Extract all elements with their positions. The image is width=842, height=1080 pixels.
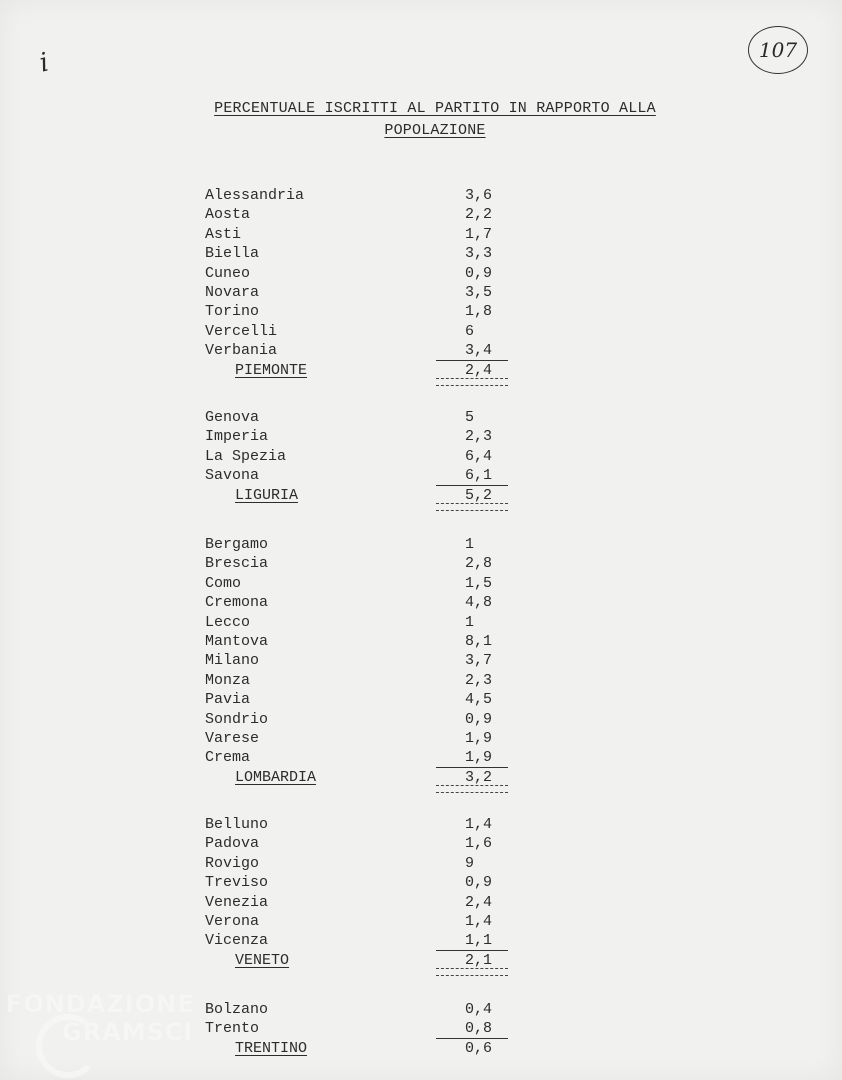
province-name: Alessandria	[205, 187, 305, 204]
province-name: Varese	[205, 730, 260, 747]
region-total: 0,6	[465, 1039, 493, 1057]
province-value: 3,5	[465, 284, 493, 301]
province-name: Verbania	[205, 342, 278, 360]
province-name: Lecco	[205, 613, 251, 631]
province-name: Torino	[205, 303, 260, 321]
region-name: LIGURIA	[235, 486, 299, 504]
province-value: 1,4	[465, 816, 493, 833]
province-name: Monza	[205, 671, 251, 689]
province-value: 4,8	[465, 594, 493, 612]
province-name: Cuneo	[205, 264, 251, 282]
province-value: 9	[465, 854, 475, 872]
document-title	[180, 98, 690, 142]
region-name: PIEMONTE	[235, 361, 308, 379]
province-name: Mantova	[205, 633, 269, 650]
region-total: 2,1	[465, 951, 493, 969]
region-total: 5,2	[465, 486, 493, 504]
total-double-rule	[436, 378, 508, 386]
province-value: 1,7	[465, 225, 493, 243]
province-name: Rovigo	[205, 854, 260, 872]
province-value: 1,8	[465, 303, 493, 321]
watermark-line-1: FONDAZIONE	[6, 990, 195, 1018]
province-name: Savona	[205, 467, 260, 485]
province-name: Como	[205, 574, 242, 592]
province-value: 0,8	[465, 1020, 493, 1038]
province-value: 3,3	[465, 245, 493, 263]
province-name: Crema	[205, 749, 251, 767]
province-name: Imperia	[205, 428, 269, 446]
province-name: Asti	[205, 225, 242, 243]
province-value: 1,6	[465, 835, 493, 853]
province-value: 2,8	[465, 555, 493, 573]
province-value: 0,4	[465, 1001, 493, 1018]
province-name: Sondrio	[205, 710, 269, 728]
province-name: Bergamo	[205, 536, 269, 553]
province-value: 4,5	[465, 691, 493, 709]
watermark-line-2: GRAMSCI	[62, 1018, 194, 1046]
province-name: Treviso	[205, 874, 269, 892]
province-value: 2,3	[465, 428, 493, 446]
province-value: 3,6	[465, 187, 493, 204]
province-value: 1	[465, 536, 475, 553]
province-value: 1,9	[465, 730, 493, 747]
region-total: 2,4	[465, 361, 493, 379]
title-line-1: PERCENTUALE ISCRITTI AL PARTITO IN RAPPORTO ALLA	[214, 100, 656, 117]
province-name: Genova	[205, 409, 260, 426]
province-name: Milano	[205, 652, 260, 670]
province-value: 6,1	[465, 467, 493, 485]
province-value: 2,2	[465, 206, 493, 224]
province-value: 1,9	[465, 749, 493, 767]
province-name: Venezia	[205, 893, 269, 911]
province-name: Novara	[205, 284, 260, 301]
region-name: LOMBARDIA	[235, 768, 317, 786]
province-value: 3,7	[465, 652, 493, 670]
province-value: 2,4	[465, 893, 493, 911]
province-name: Padova	[205, 835, 260, 853]
page-number: 107	[748, 26, 808, 74]
province-name: La Spezia	[205, 447, 287, 465]
province-value: 8,1	[465, 633, 493, 650]
province-value: 0,9	[465, 874, 493, 892]
province-name: Pavia	[205, 691, 251, 709]
province-value: 1,5	[465, 574, 493, 592]
province-name: Bolzano	[205, 1001, 269, 1018]
province-name: Trento	[205, 1020, 260, 1038]
total-double-rule	[436, 785, 508, 793]
corner-mark: i	[36, 47, 52, 79]
province-value: 0,9	[465, 264, 493, 282]
province-value: 1,4	[465, 913, 493, 930]
province-value: 1,1	[465, 932, 493, 950]
province-name: Vicenza	[205, 932, 269, 950]
watermark-logo	[6, 990, 195, 1046]
province-value: 2,3	[465, 671, 493, 689]
province-name: Vercelli	[205, 322, 278, 340]
total-double-rule	[436, 503, 508, 511]
province-value: 3,4	[465, 342, 493, 360]
province-value: 6,4	[465, 447, 493, 465]
province-value: 6	[465, 322, 475, 340]
region-name: TRENTINO	[235, 1039, 308, 1057]
region-name: VENETO	[235, 951, 290, 969]
province-name: Aosta	[205, 206, 251, 224]
province-name: Belluno	[205, 816, 269, 833]
province-name: Brescia	[205, 555, 269, 573]
province-value: 5	[465, 409, 475, 426]
region-total: 3,2	[465, 768, 493, 786]
total-double-rule	[436, 968, 508, 976]
province-name: Verona	[205, 913, 260, 930]
province-name: Cremona	[205, 594, 269, 612]
province-name: Biella	[205, 245, 260, 263]
title-line-2: POPOLAZIONE	[384, 122, 486, 139]
province-value: 0,9	[465, 710, 493, 728]
province-value: 1	[465, 613, 475, 631]
